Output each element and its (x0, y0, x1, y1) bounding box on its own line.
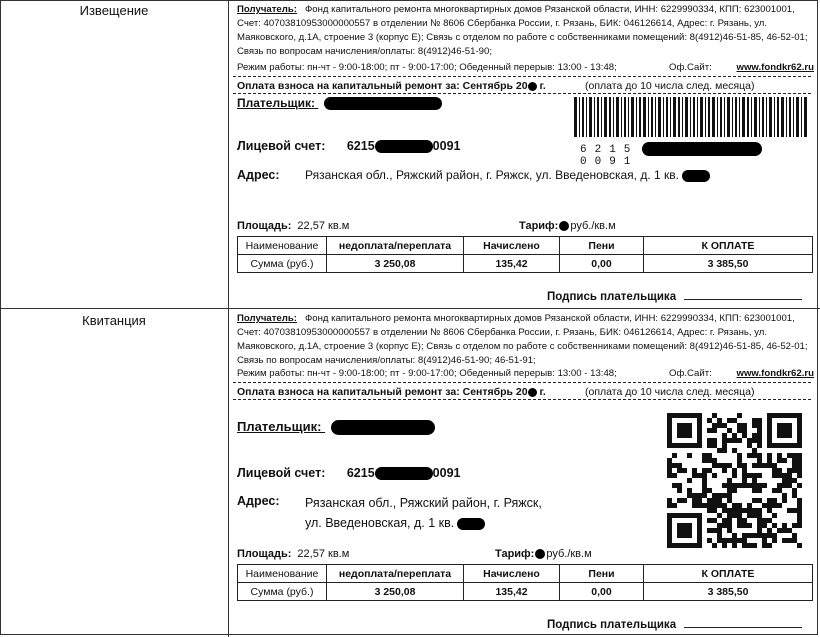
qr-code (667, 413, 802, 548)
address-label: Адрес: (237, 168, 280, 182)
header-cell: Наименование (238, 565, 327, 583)
dashed-separator (233, 382, 811, 383)
redaction-mark (528, 82, 537, 91)
tariff (495, 548, 592, 560)
tariff-label: Тариф: (495, 548, 535, 560)
area-value: 22,57 кв.м (297, 548, 350, 560)
total-cell: 3 385,50 (644, 255, 813, 273)
apartment-redacted (682, 170, 710, 182)
recipient-label: Получатель: (237, 313, 297, 324)
area (237, 548, 349, 560)
tariff-redacted (559, 221, 569, 231)
tariff-unit: руб./кв.м (546, 548, 592, 560)
table-header-row (238, 565, 813, 583)
tariff-unit: руб./кв.м (570, 220, 616, 232)
signature (547, 291, 802, 303)
charged-cell: 135,42 (464, 583, 560, 601)
payment-period-title: Оплата взноса на капитальный ремонт за: Сентябрь 20 г. (237, 80, 546, 92)
receipt-section (229, 309, 820, 637)
signature-label: Подпись плательщика (547, 619, 677, 631)
table-row (238, 583, 813, 601)
address-label: Адрес: (237, 494, 280, 508)
barcode-digits-redacted (642, 142, 762, 156)
payer-name-redacted (324, 97, 442, 110)
address-value: Рязанская обл., Ряжский район, г. Ряжск, ул. Введеновская, д. 1 кв. (305, 168, 815, 182)
address-value: Рязанская обл., Ряжский район, г. Ряжск, ул. Введеновская, д. 1 кв. (305, 496, 542, 530)
receipt-label: Квитанция (82, 313, 146, 328)
redaction-mark (528, 388, 537, 397)
penalty-cell: 0,00 (560, 255, 644, 273)
recipient-block (237, 3, 812, 59)
payer (237, 96, 442, 110)
payment-table (237, 236, 813, 273)
account-redacted (375, 467, 433, 480)
header-cell: К ОПЛАТЕ (644, 237, 813, 255)
dashed-separator (233, 76, 811, 77)
payer-label: Плательщик: (237, 419, 322, 434)
notice-label: Извещение (79, 3, 149, 18)
dashed-separator (233, 399, 811, 400)
payment-deadline-note: (оплата до 10 числа след. месяца) (585, 80, 755, 92)
recipient-label: Получатель: (237, 4, 297, 15)
payment-deadline-note: (оплата до 10 числа след. месяца) (585, 386, 755, 398)
row-label: Сумма (руб.) (238, 255, 327, 273)
site-url-link[interactable]: www.fondkr62.ru (736, 368, 814, 379)
working-hours: Режим работы: пн-чт - 9:00-18:00; пт - 9:00-17:00; Обеденный перерыв: 13:00 - 13:48; (237, 368, 617, 379)
notice-section (229, 0, 820, 308)
account-label: Лицевой счет: (237, 139, 326, 153)
row-label: Сумма (руб.) (238, 583, 327, 601)
dashed-separator (233, 93, 811, 94)
charged-cell: 135,42 (464, 255, 560, 273)
payment-period-title: Оплата взноса на капитальный ремонт за: Сентябрь 20 г. (237, 386, 546, 398)
header-cell: недоплата/переплата (327, 237, 464, 255)
tariff-redacted (535, 549, 545, 559)
payer-label: Плательщик: (237, 96, 315, 110)
tariff-label: Тариф: (519, 220, 559, 232)
site-label: Оф.Сайт: (669, 368, 712, 379)
tariff (519, 220, 616, 232)
recipient-block (237, 312, 812, 368)
header-cell: Пени (560, 237, 644, 255)
site-url-link[interactable]: www.fondkr62.ru (736, 62, 814, 73)
header-cell: Наименование (238, 237, 327, 255)
signature-label: Подпись плательщика (547, 291, 677, 303)
header-cell: Пени (560, 565, 644, 583)
signature (547, 619, 802, 631)
header-cell: К ОПЛАТЕ (644, 565, 813, 583)
official-site (669, 62, 814, 73)
account-redacted (375, 140, 433, 153)
account-number: Лицевой счет: 6215 0091 (237, 466, 461, 480)
area (237, 220, 349, 232)
account-number: Лицевой счет: 6215 0091 (237, 139, 461, 153)
signature-line (684, 627, 802, 628)
area-value: 22,57 кв.м (297, 220, 350, 232)
official-site (669, 368, 814, 379)
recipient-details: Фонд капитального ремонта многоквартирных домов Рязанской области, ИНН: 6229990334, КПП: 623001001, Счет: 40703810953000000557 в отделении № 8606 Сбербанка России, г. Рязань, БИК: 046126614, Адрес: г. Рязань, ул. Маяковского, д.1А, строение 3 (корпус Е); Связь с отделом по работе с собственниками помещений: 8(4912)46-51-85, 46-52-01; Связь по вопросам начисления/оплаты: 8(4912)46-51-90; (237, 4, 808, 57)
total-cell: 3 385,50 (644, 583, 813, 601)
working-hours: Режим работы: пн-чт - 9:00-18:00; пт - 9:00-17:00; Обеденный перерыв: 13:00 - 13:48; (237, 62, 617, 73)
payer-name-redacted (331, 420, 435, 435)
area-label: Площадь: (237, 220, 292, 232)
table-header-row (238, 237, 813, 255)
apartment-redacted (457, 518, 485, 530)
balance-cell: 3 250,08 (327, 583, 464, 601)
penalty-cell: 0,00 (560, 583, 644, 601)
area-label: Площадь: (237, 548, 292, 560)
payer (237, 419, 435, 435)
site-label: Оф.Сайт: (669, 62, 712, 73)
barcode-digits: 62150091 (580, 142, 820, 168)
account-label: Лицевой счет: (237, 466, 326, 480)
balance-cell: 3 250,08 (327, 255, 464, 273)
header-cell: Начислено (464, 565, 560, 583)
payment-table (237, 564, 813, 601)
header-cell: Начислено (464, 237, 560, 255)
table-row (238, 255, 813, 273)
header-cell: недоплата/переплата (327, 565, 464, 583)
signature-line (684, 299, 802, 300)
recipient-details: Фонд капитального ремонта многоквартирных домов Рязанской области, ИНН: 6229990334, КПП: 623001001, Счет: 40703810953000000557 в отделении № 8606 Сбербанка России, г. Рязань, БИК: 046126614, Адрес: г. Рязань, ул. Маяковского, д.1А, строение 3 (корпус Е); Связь с отделом по работе с собственниками помещений: 8(4912)46-51-85, 46-52-01; Связь по вопросам начисления/оплаты: 8(4912)46-51-90; 46-51-91; (237, 313, 808, 366)
